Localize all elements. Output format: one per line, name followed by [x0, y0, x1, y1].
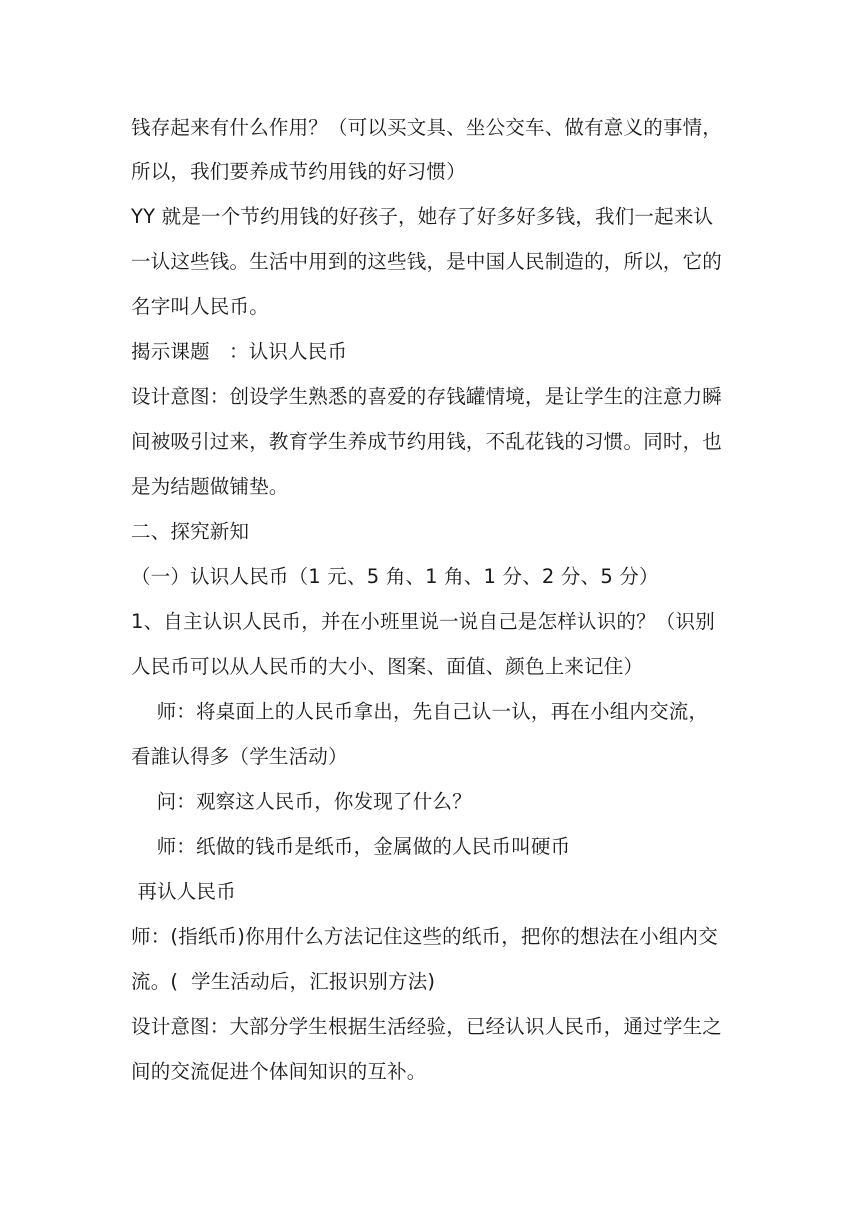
subsection-heading: （一）认识人民币（1 元、5 角、1 角、1 分、2 分、5 分） — [131, 565, 659, 588]
text-line: 一认这些钱。生活中用到的这些钱，是中国人民制造的，所以，它的 — [131, 250, 723, 273]
section-heading: 二、探究新知 — [131, 520, 250, 543]
text-line: 间的交流促进个体间知识的互补。 — [131, 1060, 427, 1083]
text-line: 问：观察这人民币，你发现了什么？ — [131, 790, 472, 813]
text-line: 名字叫人民币。 — [131, 295, 269, 318]
text-line: 师：将桌面上的人民币拿出，先自己认一认，再在小组内交流， — [131, 700, 709, 723]
text-line: 所以，我们要养成节约用钱的好习惯） — [131, 160, 466, 183]
text-line: 设计意图：大部分学生根据生活经验，已经认识人民币，通过学生之 — [131, 1015, 723, 1038]
text-line: 间被吸引过来，教育学生养成节约用钱，不乱花钱的习惯。同时，也 — [131, 430, 723, 453]
text-line: 是为结题做铺垫。 — [131, 475, 289, 498]
text-line: 流。( 学生活动后，汇报识别方法) — [131, 970, 436, 993]
text-line: 师：(指纸币)你用什么方法记住这些的纸币，把你的想法在小组内交 — [131, 925, 718, 948]
section-heading: 揭示课题 ：认识人民币 — [131, 340, 348, 363]
text-line: 再认人民币 — [131, 880, 236, 903]
text-line: 钱存起来有什么作用？（可以买文具、坐公交车、做有意义的事情， — [131, 116, 723, 139]
text-line: 看誰认得多（学生活动） — [131, 745, 348, 768]
text-line: 人民币可以从人民币的大小、图案、面值、颜色上来记住） — [131, 655, 644, 678]
text-line: 师：纸做的钱币是纸币，金属做的人民币叫硬币 — [131, 835, 571, 858]
text-line: YY 就是一个节约用钱的好孩子，她存了好多好多钱，我们一起来认 — [131, 205, 714, 228]
text-line: 设计意图：创设学生熟悉的喜爱的存钱罐情境，是让学生的注意力瞬 — [131, 385, 723, 408]
text-line: 1、自主认识人民币，并在小班里说一说自己是怎样认识的？（识别 — [131, 610, 715, 633]
